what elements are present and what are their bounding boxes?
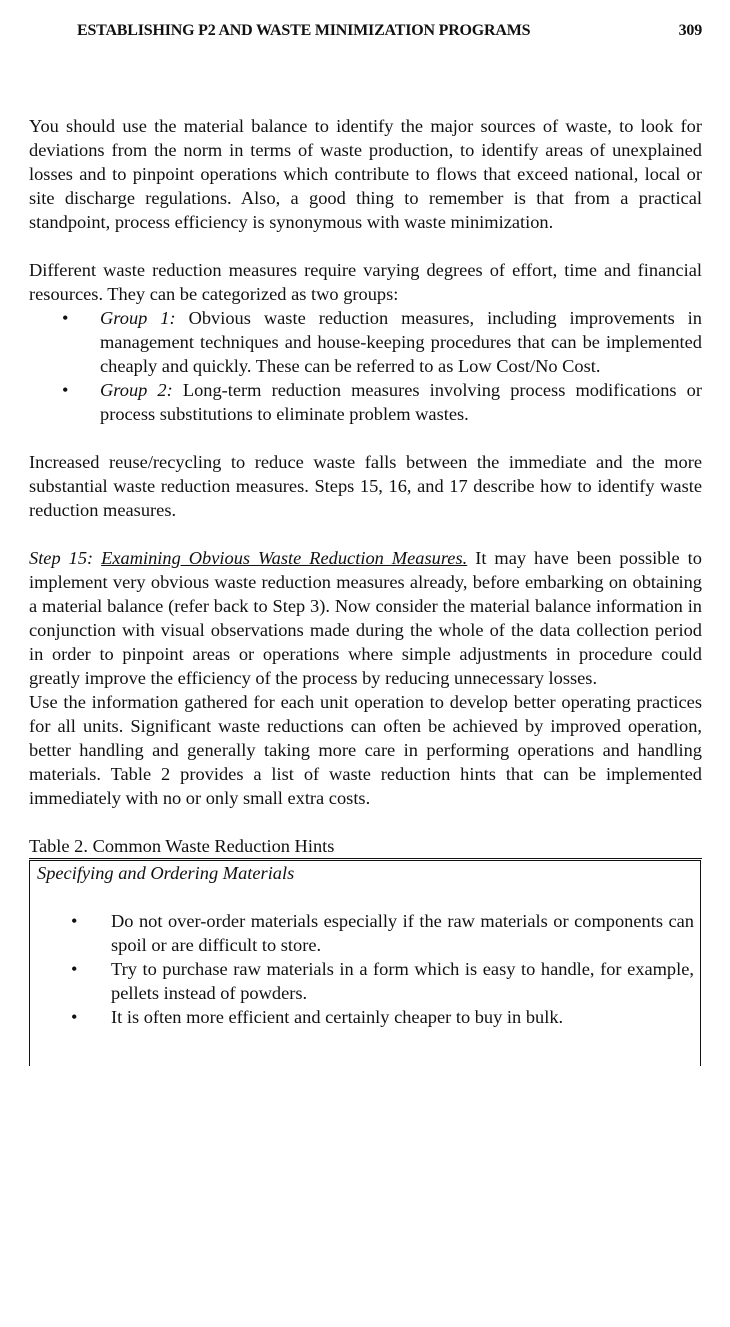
paragraph-step-15: [29, 546, 702, 690]
table-section-title: Specifying and Ordering Materials: [37, 863, 295, 883]
page-number: 309: [678, 22, 702, 39]
caption-rule: [29, 858, 702, 859]
bullet-icon: •: [71, 911, 78, 931]
bullet-icon: •: [62, 380, 69, 400]
group-text: Long-term reduction measures involving process modifications or process substitutions to eliminate problem wastes.: [100, 380, 702, 424]
bullet-icon: •: [71, 1007, 78, 1027]
hint-text: It is often more efficient and certainly cheaper to buy in bulk.: [111, 1007, 564, 1027]
group-label: Group 1:: [100, 308, 176, 328]
group-label: Group 2:: [100, 380, 173, 400]
paragraph-material-balance: You should use the material balance to identify the major sources of waste, to look for deviations from the norm in terms of waste production, to identify areas of unexplained losses and to pinpoint operations which contribute to flows that exceed national, local or site discharge regulations. Also, a good thing to remember is that from a practical standpoint, process efficiency is synonymous with waste minimization.: [29, 116, 702, 232]
table-caption-text: Table 2. Common Waste Reduction Hints: [29, 836, 335, 856]
hint-text: Do not over-order materials especially if the raw materials or components can spoil or are difficult to store.: [111, 911, 694, 955]
paragraph-reuse-recycling: Increased reuse/recycling to reduce waste falls between the immediate and the more substantial waste reduction measures. Steps 15, 16, and 17 describe how to identify waste reduction measures.: [29, 452, 702, 520]
list-item: [30, 909, 694, 957]
hint-text: Try to purchase raw materials in a form which is easy to handle, for example, pellets instead of powders.: [111, 959, 694, 1003]
table-caption: [29, 834, 399, 858]
hint-list: [30, 909, 694, 1029]
bullet-icon: •: [71, 959, 78, 979]
step-text: It may have been possible to implement very obvious waste reduction measures already, before embarking on obtaining a material balance (refer back to Step 3). Now consider the material balance information in conjunction with visual observations made during the whole of the data collection period in order to pinpoint areas or operations where simple adjustments in procedure could greatly improve the efficiency of the process by reducing unnecessary losses.: [29, 548, 702, 688]
waste-hints-table: [29, 860, 701, 1066]
list-item: [30, 1005, 694, 1029]
list-item-group-2: [29, 378, 702, 426]
step-prefix: Step 15:: [29, 548, 102, 568]
group-list: [29, 306, 702, 426]
bullet-icon: •: [62, 308, 69, 328]
chapter-title: ESTABLISHING P2 AND WASTE MINIMIZATION PROGRAMS: [77, 22, 531, 39]
step-title: Examining Obvious Waste Reduction Measures.: [101, 548, 468, 568]
body-text: [29, 114, 702, 1066]
group-text: Obvious waste reduction measures, including improvements in management techniques and house-keeping procedures that can be implemented cheaply and quickly. These can be referred to as Low Cost/No Cost.: [100, 308, 702, 376]
paragraph-waste-measures: Different waste reduction measures require varying degrees of effort, time and financial resources. They can be categorized as two groups:: [29, 260, 702, 304]
list-item-group-1: [29, 306, 702, 378]
paragraph-operating-practices: Use the information gathered for each unit operation to develop better operating practices for all units. Significant waste reductions can often be achieved by improved operation, better handling and generally taking more care in performing operations and handling materials. Table 2 provides a list of waste reduction hints that can be implemented immediately with no or only small extra costs.: [29, 692, 702, 808]
list-item: [30, 957, 694, 1005]
